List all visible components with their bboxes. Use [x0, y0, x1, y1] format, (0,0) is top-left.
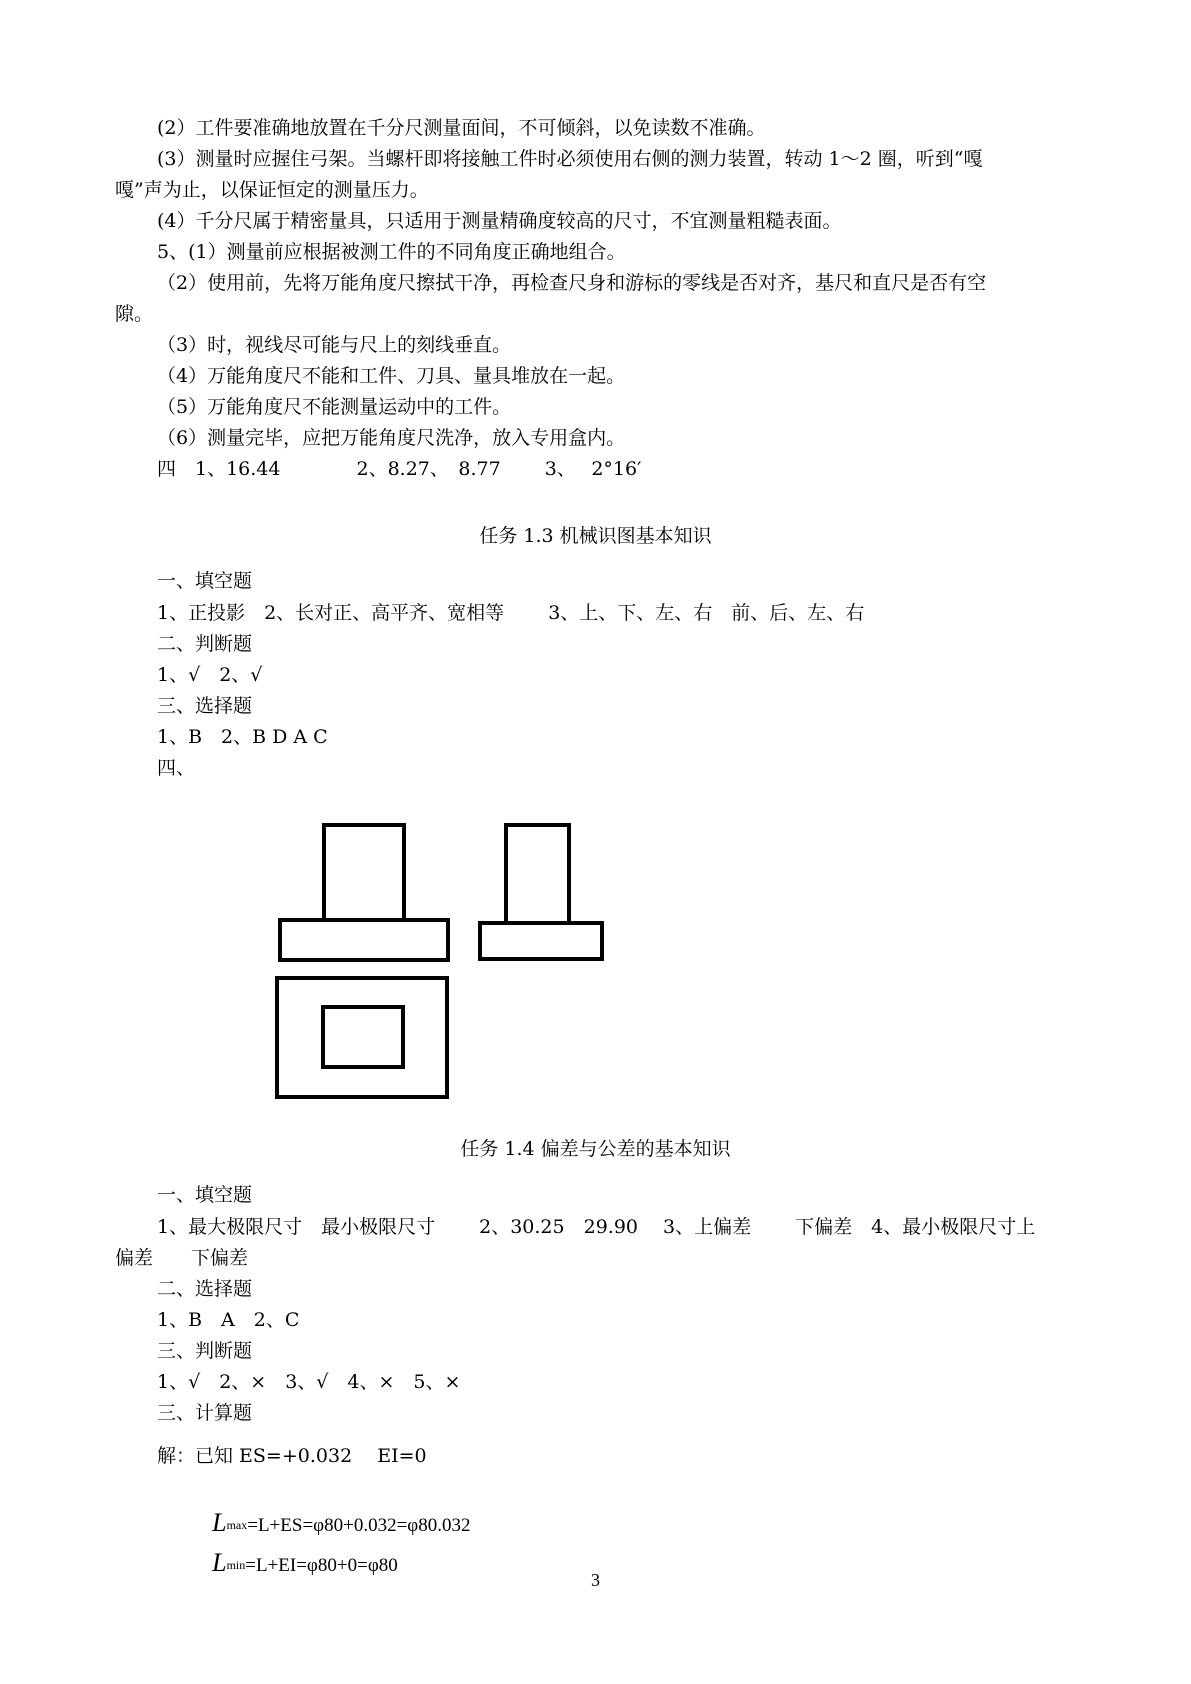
text-line: 1、B A 2、C [157, 1309, 300, 1331]
solution-given-line: 解：已知 ES=+0.032 EI=0 [157, 1445, 427, 1467]
text-line: 偏差 下偏差 [115, 1247, 249, 1269]
text-line: 三、选择题 [157, 695, 253, 717]
text-line: 一、填空题 [157, 570, 253, 592]
text-line: （2）使用前，先将万能角度尺擦拭干净，再检查尺身和游标的零线是否对齐，基尺和直尺是否有空 [157, 272, 987, 294]
formula-subscript: max [226, 1518, 248, 1532]
page-number: 3 [591, 1570, 600, 1590]
formula-symbol: L [212, 1548, 227, 1577]
text-line: 1、√ 2、√ [157, 664, 263, 686]
text-line: （3）时，视线尽可能与尺上的刻线垂直。 [157, 334, 512, 356]
text-line: (2）工件要准确地放置在千分尺测量面间，不可倾斜，以免读数不准确。 [157, 117, 766, 139]
text-line: 5、(1）测量前应根据被测工件的不同角度正确地组合。 [157, 241, 626, 263]
formula-subscript: min [226, 1558, 246, 1572]
formula-expression: =L+EI=φ80+0=φ80 [245, 1555, 398, 1576]
front-view-top-block [324, 825, 404, 920]
text-line: 隙。 [115, 303, 154, 325]
text-line: 嘎”声为止，以保证恒定的测量压力。 [115, 179, 429, 201]
text-line: （5）万能角度尺不能测量运动中的工件。 [157, 396, 512, 418]
text-line: （6）测量完毕，应把万能角度尺洗净，放入专用盒内。 [157, 427, 626, 449]
side-view-top-block [506, 825, 569, 923]
three-view-drawing [270, 818, 620, 1108]
text-line: 四、 [157, 757, 196, 779]
text-line: 1、正投影 2、长对正、高平齐、宽相等 3、上、下、左、右 前、后、左、右 [157, 602, 865, 624]
top-view-outer [277, 978, 447, 1097]
text-line: (4）千分尺属于精密量具，只适用于测量精确度较高的尺寸，不宜测量粗糙表面。 [157, 210, 842, 232]
text-line: 1、最大极限尺寸 最小极限尺寸 2、30.25 29.90 3、上偏差 下偏差 4、最小极限尺寸上 [157, 1216, 1036, 1238]
text-line: 1、√ 2、× 3、√ 4、× 5、× [157, 1371, 461, 1393]
side-view-base [480, 923, 602, 959]
text-line: 二、判断题 [157, 633, 253, 655]
text-line: 1、B 2、B D A C [157, 726, 328, 748]
text-line: 三、计算题 [157, 1402, 253, 1424]
text-line: 三、判断题 [157, 1340, 253, 1362]
answer-line-four: 四 1、16.44 2、8.27、 8.77 3、 2°16′ [157, 458, 642, 480]
formula-symbol: L [212, 1508, 227, 1537]
section-title-1-4: 任务 1.4 偏差与公差的基本知识 [460, 1138, 731, 1160]
formula-expression: =L+ES=φ80+0.032=φ80.032 [247, 1515, 471, 1536]
text-line: 一、填空题 [157, 1184, 253, 1206]
text-line: 二、选择题 [157, 1278, 253, 1300]
top-view-inner [323, 1007, 403, 1067]
text-line: (3）测量时应握住弓架。当螺杆即将接触工件时必须使用右侧的测力装置，转动 1～2 圈，听到“嘎 [157, 148, 983, 170]
section-title-1-3: 任务 1.3 机械识图基本知识 [479, 525, 712, 547]
front-view-base [280, 920, 448, 960]
text-line: （4）万能角度尺不能和工件、刀具、量具堆放在一起。 [157, 365, 626, 387]
